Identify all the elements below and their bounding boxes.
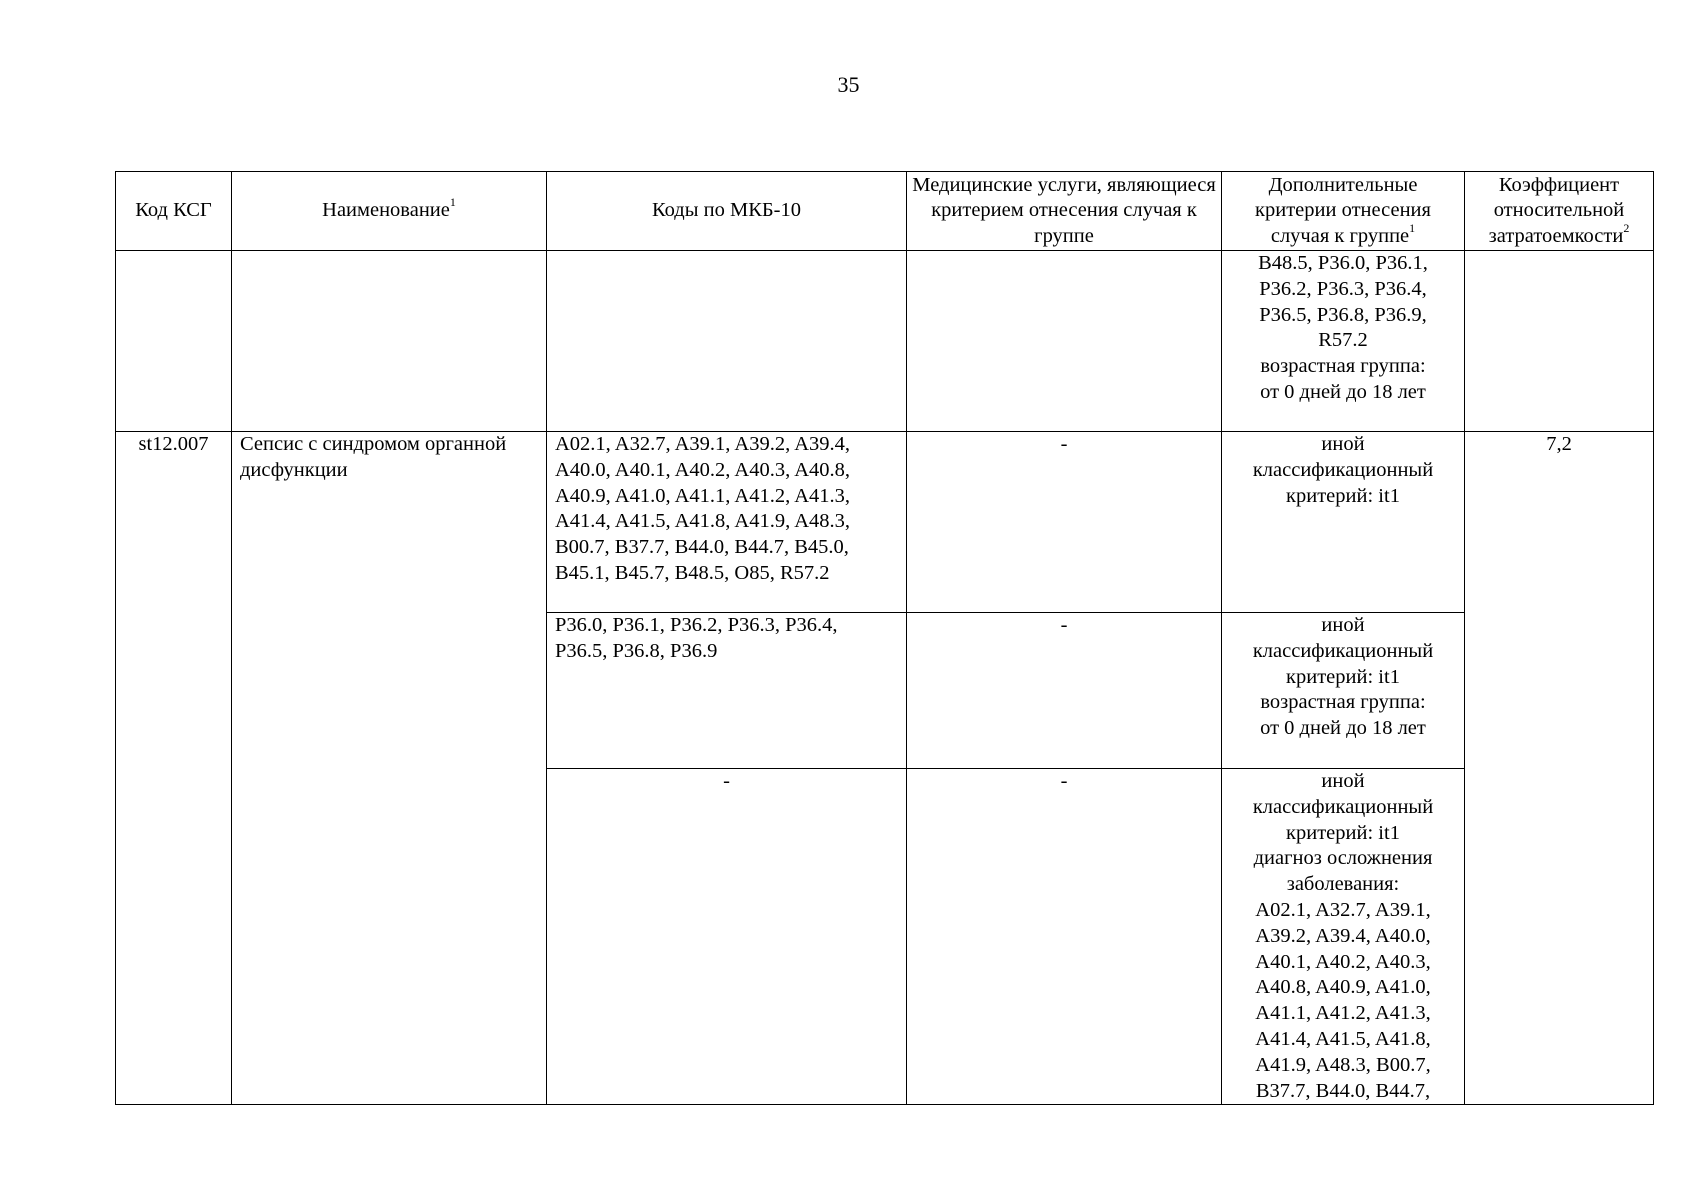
text-line: A41.9, A48.3, B00.7, (1255, 1053, 1431, 1076)
table-row (116, 432, 1654, 613)
text-line: диагноз осложнения (1253, 847, 1433, 870)
cell-services: - (907, 769, 1222, 1105)
text-line: критерий: it1 (1286, 484, 1400, 507)
cell-coefficient (1465, 251, 1654, 432)
cell-coefficient: 7,2 (1465, 432, 1654, 1105)
text-line: B00.7, B37.7, B44.0, B44.7, B45.0, (555, 536, 849, 559)
text-line: A40.9, A41.0, A41.1, A41.2, A41.3, (555, 484, 850, 507)
header-extra-criteria: Дополнительные критерии отнесения случая к группе$^1$ (1222, 172, 1465, 251)
cell-code: st12.007 (116, 432, 232, 1105)
page-number: 35 (837, 72, 860, 97)
cell-services (907, 251, 1222, 432)
ksg-table (115, 171, 1654, 1105)
text-line: классификационный (1252, 639, 1434, 662)
header-services: Медицинские услуги, являющиеся критерием отнесения случая к группе (907, 172, 1222, 251)
text-line: A40.0, A40.1, A40.2, A40.3, A40.8, (555, 458, 850, 481)
cell-name: Сепсис с синдромом органной дисфункции (232, 432, 547, 1105)
header-row (116, 172, 1654, 251)
text-line: иной (1321, 770, 1365, 792)
text-line: заболевания: (1286, 873, 1400, 896)
cell-icd (547, 613, 907, 769)
text-line: классификационный (1252, 795, 1434, 818)
cell-services: - (907, 432, 1222, 613)
text-line: A41.4, A41.5, A41.8, (1255, 1027, 1431, 1050)
cell-extra-criteria (1222, 769, 1465, 1105)
text-line: B37.7, B44.0, B44.7, (1255, 1079, 1431, 1102)
text-line: P36.0, P36.1, P36.2, P36.3, P36.4, (555, 614, 838, 636)
text-line: иной (1321, 433, 1365, 455)
text-line: возрастная группа: (1260, 691, 1426, 714)
cell-icd: - (547, 769, 907, 1105)
text-line: A40.1, A40.2, A40.3, (1255, 950, 1431, 973)
text-line: P36.2, P36.3, P36.4, (1259, 277, 1427, 300)
header-icd: Коды по МКБ-10 (547, 172, 907, 251)
text-line: A41.4, A41.5, A41.8, A41.9, A48.3, (555, 510, 850, 533)
cell-services: - (907, 613, 1222, 769)
text-line: R57.2 (1318, 329, 1368, 352)
text-line: A41.1, A41.2, A41.3, (1255, 1002, 1431, 1025)
text-line: A02.1, A32.7, A39.1, (1255, 898, 1431, 921)
text-line: от 0 дней до 18 лет (1260, 717, 1426, 740)
text-line: B45.1, B45.7, B48.5, O85, R57.2 (555, 561, 830, 584)
text-line: критерий: it1 (1286, 665, 1400, 688)
header-coefficient: Коэффициент относительной затратоемкости$^2$ (1465, 172, 1654, 251)
cell-extra-criteria (1222, 613, 1465, 769)
cell-name (232, 251, 547, 432)
cell-extra-criteria (1222, 251, 1465, 432)
text-line: иной (1321, 614, 1365, 636)
text-line: возрастная группа: (1260, 355, 1426, 378)
text-line: A02.1, A32.7, A39.1, A39.2, A39.4, (555, 433, 850, 455)
table-row (116, 251, 1654, 432)
header-name: Наименование$^1$ (232, 172, 547, 251)
cell-icd (547, 432, 907, 613)
header-code: Код КСГ (116, 172, 232, 251)
text-line: критерий: it1 (1286, 821, 1400, 844)
text-line: A40.8, A40.9, A41.0, (1255, 976, 1431, 999)
text-line: P36.5, P36.8, P36.9, (1259, 303, 1427, 326)
text-line: классификационный (1252, 458, 1434, 481)
cell-icd (547, 251, 907, 432)
cell-extra-criteria (1222, 432, 1465, 613)
text-line: B48.5, P36.0, P36.1, (1258, 252, 1428, 274)
text-line: P36.5, P36.8, P36.9 (555, 639, 718, 662)
text-line: от 0 дней до 18 лет (1260, 380, 1426, 403)
cell-code (116, 251, 232, 432)
text-line: A39.2, A39.4, A40.0, (1255, 924, 1431, 947)
